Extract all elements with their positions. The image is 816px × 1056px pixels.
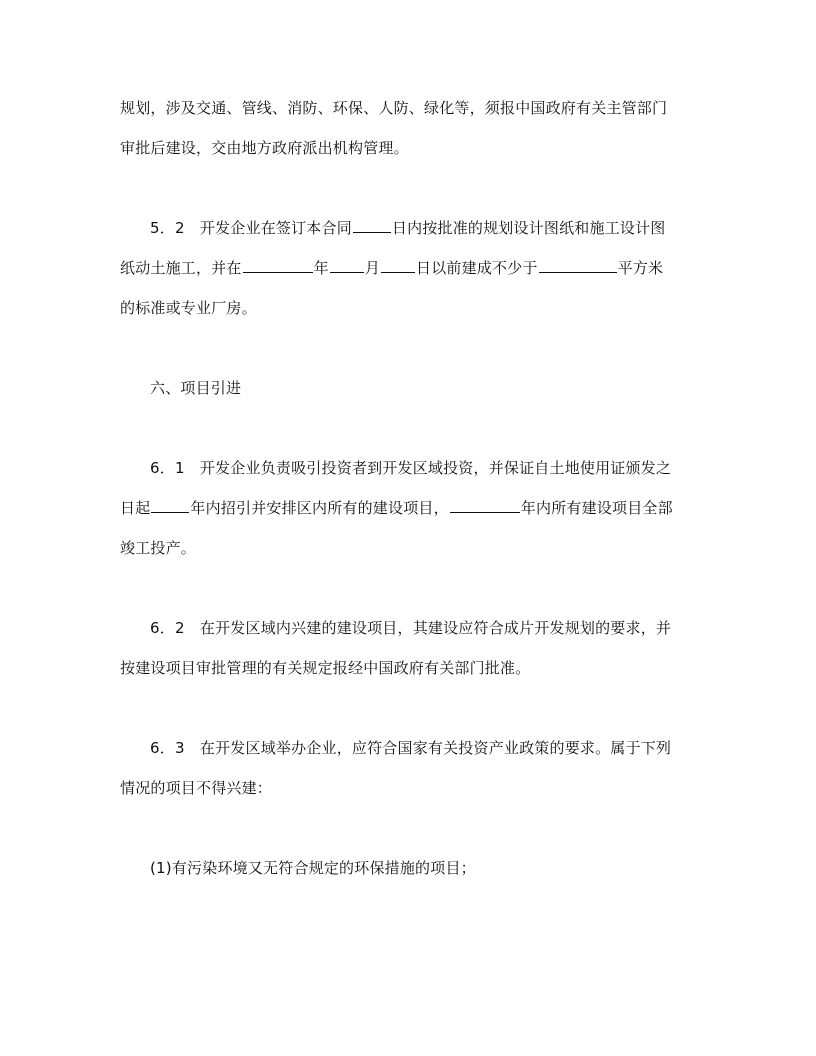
clause-text: 年内所有建设项目全部 xyxy=(520,499,673,517)
fill-blank xyxy=(539,258,617,273)
clause-text: 日以前建成不少于 xyxy=(416,259,538,277)
paragraph-line: 情况的项目不得兴建： xyxy=(120,779,273,797)
clause-text: 日内按批准的规划设计图纸和施工设计图 xyxy=(391,219,666,237)
fill-blank xyxy=(151,498,189,513)
fill-blank xyxy=(450,498,520,513)
list-item: (1)有污染环境又无符合规定的环保措施的项目； xyxy=(150,859,476,877)
fill-blank xyxy=(381,258,415,273)
paragraph-line: 6．3 在开发区域举办企业，应符合国家有关投资产业政策的要求。属于下列 xyxy=(150,739,672,757)
clause-5-2-line-2 xyxy=(120,258,663,278)
clause-text: 5．2 开发企业在签订本合同 xyxy=(150,219,352,237)
clause-text: 年内招引并安排区内所有的建设项目， xyxy=(190,499,449,517)
paragraph-line: 规划，涉及交通、管线、消防、环保、人防、绿化等，须报中国政府有关主管部门 xyxy=(120,99,668,117)
clause-6-1-line-2 xyxy=(120,498,673,518)
clause-text: 纸动土施工，并在 xyxy=(120,259,242,277)
paragraph-line: 审批后建设，交由地方政府派出机构管理。 xyxy=(120,139,409,157)
paragraph-line: 的标准或专业厂房。 xyxy=(120,299,257,317)
paragraph-line: 6．2 在开发区域内兴建的建设项目，其建设应符合成片开发规划的要求，并 xyxy=(150,619,672,637)
paragraph-line: 竣工投产。 xyxy=(120,539,197,557)
clause-text: 日起 xyxy=(120,499,151,517)
clause-5-2-line-1 xyxy=(150,218,666,238)
paragraph-line: 6．1 开发企业负责吸引投资者到开发区域投资，并保证自土地使用证颁发之 xyxy=(150,459,672,477)
clause-text: 年 xyxy=(313,259,329,277)
clause-text: 月 xyxy=(364,259,381,277)
section-heading: 六、项目引进 xyxy=(150,379,242,397)
fill-blank xyxy=(243,258,313,273)
paragraph-line: 按建设项目审批管理的有关规定报经中国政府有关部门批准。 xyxy=(120,659,531,677)
fill-blank xyxy=(330,258,364,273)
fill-blank xyxy=(353,218,391,233)
clause-text: 平方米 xyxy=(617,259,664,277)
